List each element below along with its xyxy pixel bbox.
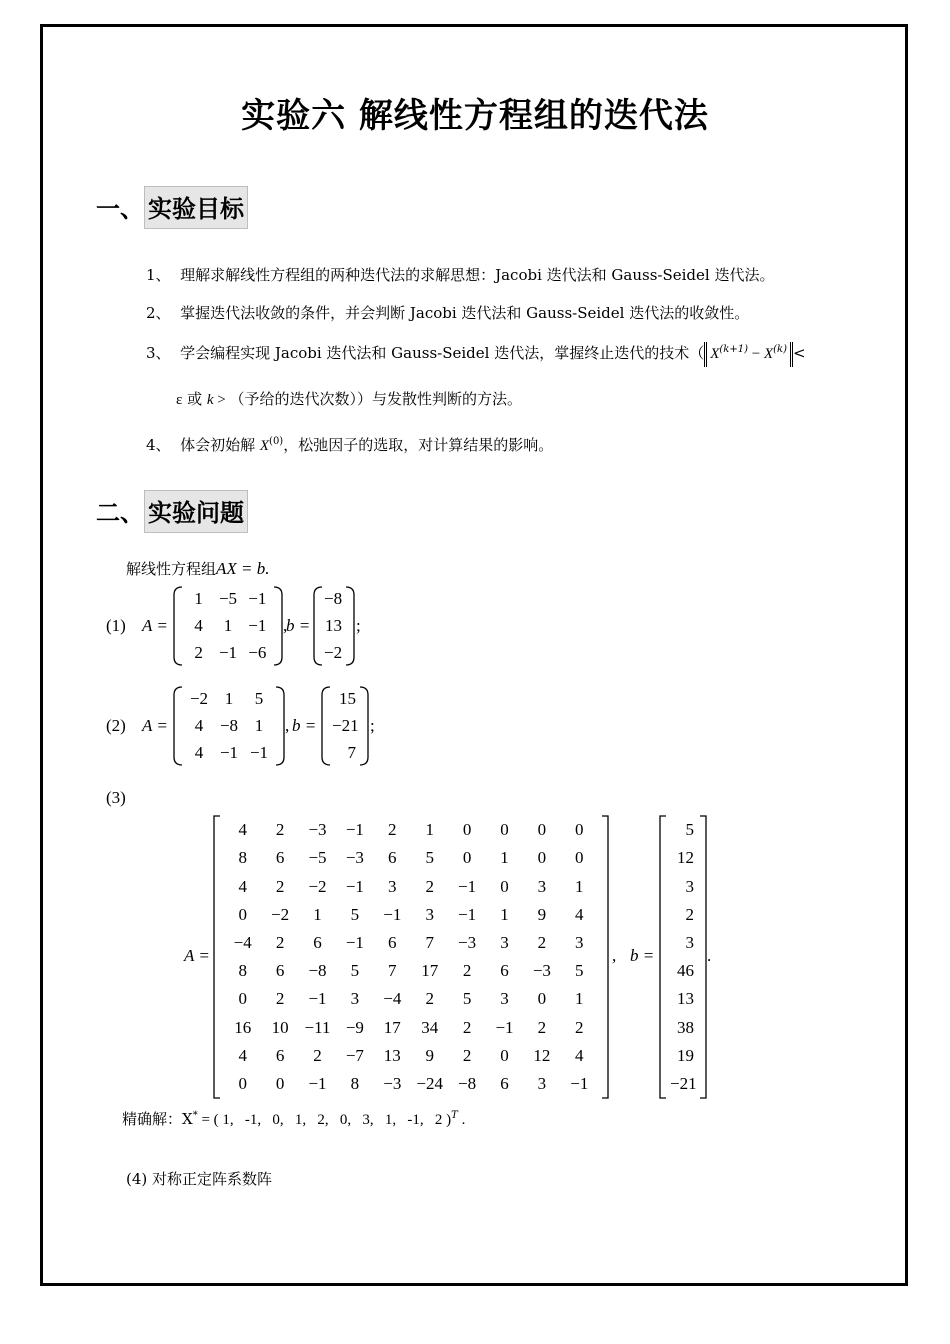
matrix-cell: 2: [313, 1045, 322, 1065]
problem-2-vector-b: [322, 686, 368, 766]
matrix-brackets: [214, 816, 608, 1098]
matrix-cell: 1: [575, 876, 584, 896]
matrix-cell: 8: [238, 961, 247, 981]
matrix-cell: 3: [425, 904, 434, 924]
matrix-cell: −2: [189, 689, 209, 709]
matrix-cell: 2: [275, 876, 285, 896]
problem-1-vector-b: [314, 586, 354, 666]
goal-item-3-continued: ε 或 k > （予给的迭代次数））与发散性判断的方法。: [176, 390, 523, 408]
matrix-cell: 6: [500, 961, 509, 981]
matrix-cell: −9: [345, 1017, 364, 1037]
matrix-cell: 7: [347, 742, 356, 762]
matrix-cell: 6: [500, 1073, 509, 1093]
matrix-cell: 8: [238, 848, 247, 868]
matrix-cell: −1: [248, 589, 267, 609]
problem-2-semicolon: ;: [370, 716, 375, 735]
matrix-cell: 19: [677, 1045, 694, 1065]
matrix-cell: 3: [685, 876, 694, 896]
matrix-cell: 1: [500, 848, 509, 868]
matrix-cell: −4: [233, 932, 252, 952]
matrix-cell: 15: [339, 689, 356, 709]
matrix-cell: 1: [575, 989, 584, 1009]
matrix-cell: 0: [238, 989, 247, 1009]
matrix-cell: 7: [425, 932, 434, 952]
problem-1-label: (1): [106, 616, 126, 635]
problem-3-comma: ,: [612, 946, 617, 965]
matrix-cell: 2: [537, 1017, 547, 1037]
matrix-cell: 8: [350, 1073, 360, 1093]
section-label: 实验问题: [144, 490, 248, 533]
matrix-cell: −2: [324, 642, 343, 662]
matrix-cell: 5: [350, 904, 360, 924]
matrix-cell: 3: [500, 989, 509, 1009]
matrix-cell: −8: [458, 1073, 477, 1093]
matrix-cell: 13: [677, 989, 694, 1009]
problem-1-comma: ,: [283, 616, 288, 635]
matrix-cell: 1: [254, 716, 264, 735]
problem-3-A-eq: A =: [184, 946, 210, 965]
matrix-cell: −1: [308, 989, 327, 1009]
matrix-cell: 6: [275, 1045, 285, 1065]
matrix-cell: 0: [500, 1045, 509, 1065]
section-heading-problems: [96, 490, 248, 533]
matrix-cell: 2: [575, 1017, 584, 1037]
matrix-cell: 5: [575, 961, 584, 981]
matrix-cell: 4: [194, 616, 203, 635]
matrix-cell: 2: [425, 876, 434, 896]
matrix-cell: −21: [670, 1073, 697, 1093]
goal-number: 3、: [146, 344, 171, 362]
problem-intro: 解线性方程组AX = b.: [126, 559, 270, 578]
matrix-cell: −3: [308, 820, 327, 840]
matrix-cell: −1: [218, 642, 238, 662]
matrix-cell: 46: [677, 961, 694, 981]
matrix-cell: −1: [308, 1073, 327, 1093]
matrix-cell: 17: [421, 961, 439, 981]
matrix-cell: 0: [238, 904, 247, 924]
problem-1-semicolon: ;: [356, 616, 361, 635]
matrix-cell: 6: [275, 961, 285, 981]
matrix-brackets: [174, 586, 282, 666]
matrix-cell: 3: [500, 932, 509, 952]
matrix-cell: 12: [677, 848, 694, 868]
matrix-cell: 2: [462, 1045, 472, 1065]
problem-2-matrix-A: [174, 686, 284, 766]
matrix-cell: −1: [345, 932, 364, 952]
matrix-cell: −1: [345, 820, 364, 840]
matrix-cell: 34: [421, 1017, 439, 1037]
matrix-cell: −24: [416, 1073, 443, 1093]
goal-item-1: [146, 264, 774, 285]
matrix-cell: 2: [537, 932, 547, 952]
matrix-cell: 17: [383, 1017, 401, 1037]
matrix-cell: 16: [234, 1017, 252, 1037]
goal-item-3: 3、 学会编程实现 Jacobi 迭代法和 Gauss-Seidel 迭代法，掌握终止迭代的技术（ $X^{(k+1)} - X^{(k)}$ <: [146, 342, 806, 367]
matrix-cell: 3: [537, 876, 547, 896]
goal-number: 1、: [146, 266, 171, 284]
matrix-cell: −3: [532, 961, 551, 981]
matrix-cell: 2: [275, 820, 285, 840]
matrix-cell: 7: [388, 961, 397, 981]
matrix-cell: −1: [249, 742, 269, 762]
matrix-cell: −5: [218, 589, 238, 609]
matrix-cell: 5: [254, 689, 264, 709]
matrix-cell: 6: [388, 848, 397, 868]
problem-2-b-eq: b =: [292, 716, 317, 735]
matrix-cell: 2: [685, 904, 694, 924]
matrix-cell: 2: [275, 932, 285, 952]
matrix-cell: 0: [462, 848, 472, 868]
matrix-cell: 9: [425, 1045, 434, 1065]
problem-2-comma: ,: [285, 716, 290, 735]
matrix-cell: 2: [194, 642, 203, 662]
matrix-cell: 13: [383, 1045, 401, 1065]
matrix-cell: 5: [462, 989, 472, 1009]
matrix-cell: −1: [248, 616, 267, 635]
matrix-brackets: [314, 586, 354, 666]
exact-solution: 精确解：X* = ( 1, -1, 0, 1, 2, 0, 3, 1, -1, 2 )$^T$ .: [122, 1110, 466, 1128]
matrix-cell: 10: [271, 1017, 289, 1037]
matrix-cell: 1: [425, 820, 434, 840]
matrix-cell: −1: [570, 1073, 589, 1093]
matrix-cell: −1: [219, 742, 239, 762]
matrix-cell: 2: [275, 989, 285, 1009]
matrix-cell: 1: [313, 904, 322, 924]
matrix-brackets: [322, 686, 368, 766]
matrix-cell: −2: [271, 904, 290, 924]
matrix-cell: 0: [575, 848, 584, 868]
problem-1-matrix-A: [174, 586, 282, 666]
matrix-cell: 1: [224, 689, 234, 709]
goal-text: 掌握迭代法收敛的条件，并会判断 Jacobi 迭代法和 Gauss-Seidel 迭代法的收敛性。: [180, 304, 750, 322]
matrix-cell: −7: [345, 1045, 364, 1065]
problem-2-A-eq: A =: [142, 716, 168, 735]
matrix-cell: 9: [537, 904, 547, 924]
matrix-cell: 2: [425, 989, 434, 1009]
matrix-cell: −2: [308, 876, 327, 896]
matrix-cell: −3: [383, 1073, 402, 1093]
matrix-cell: 0: [500, 876, 509, 896]
section-number: 二、: [96, 499, 144, 527]
matrix-cell: −21: [332, 716, 359, 735]
matrix-cell: −8: [324, 589, 343, 609]
matrix-cell: −1: [458, 876, 477, 896]
matrix-cell: 5: [685, 820, 694, 840]
matrix-cell: 5: [350, 961, 360, 981]
matrix-brackets: [660, 816, 706, 1098]
matrix-cell: 2: [388, 820, 397, 840]
problem-3-period: .: [707, 946, 712, 965]
matrix-cell: 3: [388, 876, 397, 896]
matrix-cell: −11: [304, 1017, 331, 1037]
matrix-cell: 1: [194, 589, 203, 609]
matrix-cell: 4: [575, 904, 584, 924]
matrix-cell: −4: [383, 989, 402, 1009]
goal-number: 2、: [146, 304, 171, 322]
matrix-brackets: [174, 686, 284, 766]
page-title: 实验六 解线性方程组的迭代法: [241, 96, 709, 136]
section-label: 实验目标: [144, 186, 248, 229]
matrix-cell: −3: [458, 932, 477, 952]
goal-text: 理解求解线性方程组的两种迭代法的求解思想：Jacobi 迭代法和 Gauss-Seidel 迭代法。: [180, 266, 775, 284]
matrix-cell: 2: [462, 1017, 472, 1037]
matrix-cell: 4: [194, 742, 204, 762]
matrix-cell: 3: [685, 932, 694, 952]
matrix-cell: −8: [308, 961, 327, 981]
matrix-cell: 0: [537, 989, 547, 1009]
matrix-cell: 4: [575, 1045, 584, 1065]
matrix-cell: 0: [462, 820, 472, 840]
problem-3-matrix-A: [214, 816, 608, 1098]
matrix-cell: 4: [238, 1045, 247, 1065]
problem-4-label: (4) 对称正定阵系数阵: [126, 1170, 273, 1188]
matrix-cell: −1: [345, 876, 364, 896]
matrix-cell: 0: [575, 820, 584, 840]
section-number: 一、: [96, 195, 144, 223]
matrix-cell: 2: [462, 961, 472, 981]
problem-3-vector-b: [660, 816, 706, 1098]
matrix-cell: −1: [383, 904, 402, 924]
problem-3-b-eq: b =: [630, 946, 655, 965]
problem-2-label: (2): [106, 716, 126, 735]
matrix-cell: −5: [308, 848, 327, 868]
matrix-cell: 5: [425, 848, 434, 868]
section-heading-goals: [96, 186, 248, 229]
matrix-cell: 4: [194, 716, 204, 735]
goal-number: 4、: [146, 436, 171, 454]
norm-expression: $X^{(k+1)} - X^{(k)}$: [704, 342, 793, 367]
matrix-cell: −3: [345, 848, 364, 868]
matrix-cell: 4: [238, 876, 247, 896]
matrix-cell: 0: [238, 1073, 247, 1093]
matrix-cell: 0: [500, 820, 509, 840]
problem-1-b-eq: b =: [286, 616, 311, 635]
matrix-cell: 0: [537, 820, 547, 840]
problem-1-A-eq: A =: [142, 616, 168, 635]
matrix-cell: 12: [533, 1045, 551, 1065]
goal-item-2: [146, 302, 749, 323]
matrix-cell: 3: [575, 932, 584, 952]
matrix-cell: 1: [500, 904, 509, 924]
matrix-cell: 0: [537, 848, 547, 868]
matrix-cell: −6: [248, 642, 267, 662]
matrix-cell: 6: [313, 932, 322, 952]
matrix-cell: 3: [350, 989, 360, 1009]
matrix-cell: −1: [458, 904, 477, 924]
matrix-cell: 4: [238, 820, 247, 840]
matrix-cell: 1: [223, 616, 233, 635]
matrix-cell: 13: [325, 616, 342, 635]
matrix-cell: 3: [537, 1073, 547, 1093]
matrix-cell: 6: [388, 932, 397, 952]
goal-text: 学会编程实现 Jacobi 迭代法和 Gauss-Seidel 迭代法，掌握终止迭代的技术（: [180, 344, 705, 362]
matrix-cell: 38: [677, 1017, 694, 1037]
matrix-cell: −1: [495, 1017, 514, 1037]
problem-3-label: (3): [106, 788, 126, 807]
goal-item-4: 4、 体会初始解 $X^{(0)}$，松弛因子的选取，对计算结果的影响。: [146, 436, 554, 454]
matrix-cell: −8: [219, 716, 239, 735]
matrix-cell: 6: [275, 848, 285, 868]
matrix-cell: 0: [275, 1073, 285, 1093]
